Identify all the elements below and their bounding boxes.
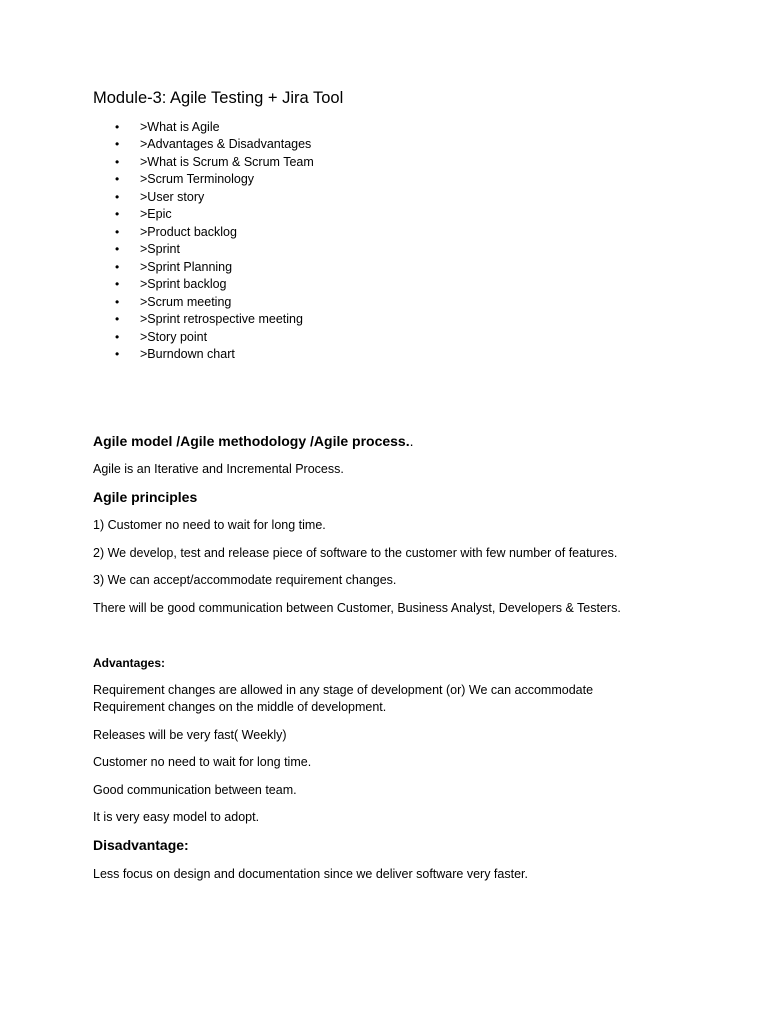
advantage-item: Releases will be very fast( Weekly) (93, 728, 287, 742)
agile-model-heading-suffix: . (409, 433, 414, 449)
bullet-icon: • (115, 172, 120, 186)
topic-text: >Advantages & Disadvantages (140, 137, 312, 151)
topic-text: >Scrum meeting (140, 294, 232, 309)
bullet-icon: • (115, 242, 120, 256)
agile-model-heading (93, 432, 414, 450)
module-title: Module-3: Agile Testing + Jira Tool (93, 89, 344, 107)
bullet-icon: • (115, 259, 120, 274)
bullet-icon: • (115, 207, 120, 221)
bullet-icon: • (115, 224, 120, 239)
agile-principles-heading: Agile principles (93, 489, 198, 505)
bullet-icon: • (115, 137, 120, 151)
agile-definition: Agile is an Iterative and Incremental Process. (93, 462, 344, 476)
advantage-item: Good communication between team. (93, 783, 297, 797)
advantage-item: Requirement changes are allowed in any stage of development (or) We can accommodate Requirement changes on the middle of development. (93, 683, 594, 714)
agile-model-heading-text: Agile model /Agile methodology /Agile process. (93, 433, 410, 449)
principle-item: 1) Customer no need to wait for long time. (93, 518, 326, 532)
principle-item: 2) We develop, test and release piece of software to the customer with few number of features. (93, 546, 618, 560)
bullet-icon: • (115, 277, 120, 291)
topic-text: >Product backlog (140, 224, 237, 239)
advantage-item: It is very easy model to adopt. (93, 810, 260, 824)
topic-text: >What is Agile (140, 119, 220, 134)
disadvantage-heading: Disadvantage: (93, 837, 189, 853)
principle-item: 3) We can accept/accommodate requirement changes. (93, 573, 397, 587)
topic-text: >Epic (140, 207, 172, 221)
bullet-icon: • (115, 347, 120, 361)
topic-text: >Scrum Terminology (140, 172, 255, 186)
topic-text: >User story (140, 189, 205, 204)
topic-text: >Story point (140, 329, 208, 344)
advantage-item: Customer no need to wait for long time. (93, 755, 312, 769)
topic-text: >Sprint backlog (140, 277, 227, 291)
bullet-icon: • (115, 119, 120, 134)
bullet-icon: • (115, 312, 120, 326)
topic-text: >What is Scrum & Scrum Team (140, 154, 314, 169)
bullet-icon: • (115, 189, 120, 204)
advantages-heading: Advantages: (93, 656, 166, 670)
bullet-icon: • (115, 294, 120, 309)
topic-text: >Sprint (140, 242, 180, 256)
bullet-icon: • (115, 329, 120, 344)
communication-note: There will be good communication between Customer, Business Analyst, Developers & Testers. (93, 601, 621, 615)
topic-text: >Sprint retrospective meeting (140, 312, 303, 326)
topic-text: >Burndown chart (140, 347, 235, 361)
disadvantage-item: Less focus on design and documentation since we deliver software very faster. (93, 867, 528, 881)
topic-text: >Sprint Planning (140, 259, 233, 274)
bullet-icon: • (115, 154, 120, 169)
